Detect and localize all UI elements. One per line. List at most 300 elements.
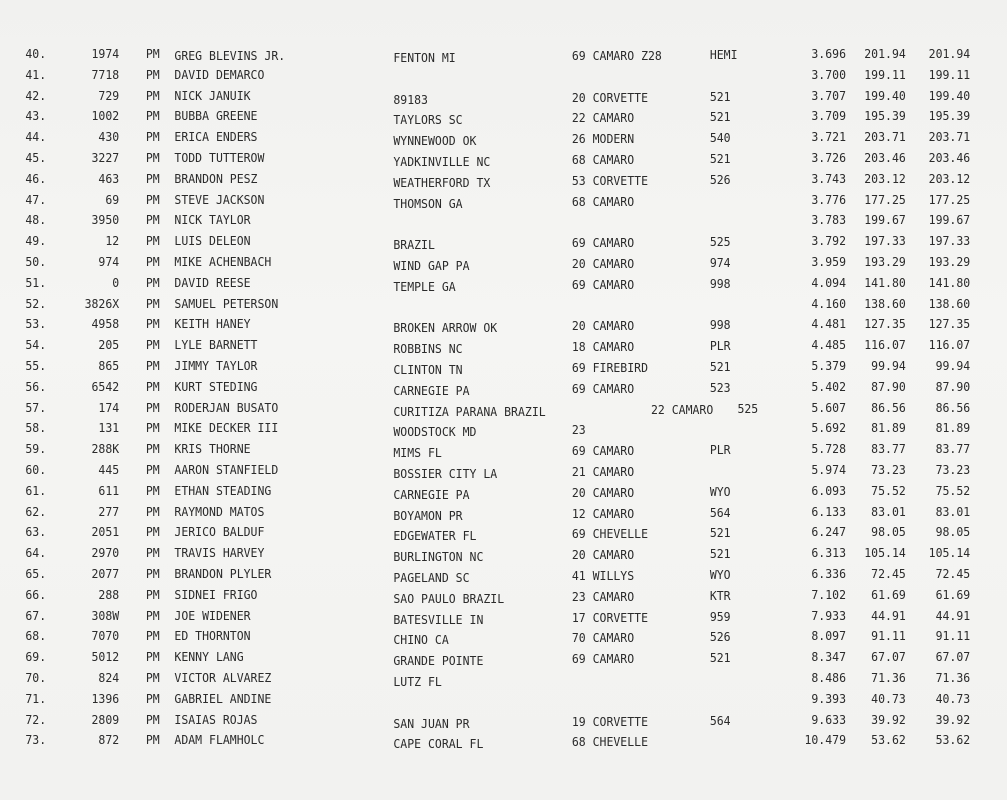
speed-repeat-cell: 87.90 xyxy=(935,378,971,394)
engine-cell: PLR xyxy=(709,338,731,354)
engine-cell: 521 xyxy=(709,109,731,125)
hometown-cell: WOODSTOCK MD xyxy=(393,424,477,440)
speed-repeat-cell: 201.94 xyxy=(928,46,971,61)
result-row xyxy=(18,65,971,86)
car-number-cell: 2051 xyxy=(91,524,120,540)
engine-cell: 540 xyxy=(709,130,731,146)
hometown-cell: TAYLORS SC xyxy=(393,112,463,128)
elapsed-time-cell: 3.726 xyxy=(811,149,846,165)
position-cell: 69. xyxy=(25,649,47,665)
class-cell: PM xyxy=(145,149,160,165)
driver-name-cell: ISAIAS ROJAS xyxy=(174,711,258,727)
elapsed-time-cell: 5.607 xyxy=(811,399,846,415)
class-cell: PM xyxy=(145,399,160,415)
result-row xyxy=(18,439,971,461)
position-cell: 71. xyxy=(25,690,47,706)
speed-cell: 40.73 xyxy=(871,690,906,706)
speed-cell: 71.36 xyxy=(871,669,906,685)
elapsed-time-cell: 3.721 xyxy=(811,129,846,145)
result-row xyxy=(18,106,971,128)
elapsed-time-cell: 7.102 xyxy=(811,586,846,602)
result-row xyxy=(18,606,971,627)
elapsed-time-cell: 6.093 xyxy=(811,482,846,498)
position-cell: 68. xyxy=(25,628,47,644)
speed-cell: 193.29 xyxy=(864,253,906,269)
position-cell: 43. xyxy=(25,108,47,124)
driver-name-cell: BRANDON PLYLER xyxy=(174,565,272,581)
speed-cell: 75.52 xyxy=(871,482,906,498)
speed-cell: 73.23 xyxy=(871,461,906,477)
speed-repeat-cell: 138.60 xyxy=(928,295,971,311)
speed-repeat-cell: 83.77 xyxy=(935,441,971,457)
speed-repeat-cell: 199.11 xyxy=(928,66,971,82)
driver-name-cell: TODD TUTTEROW xyxy=(174,149,265,165)
elapsed-time-cell: 3.783 xyxy=(811,212,846,228)
class-cell: PM xyxy=(145,357,160,373)
car-number-cell: 174 xyxy=(98,399,120,415)
class-cell: PM xyxy=(145,565,160,581)
engine-cell: 998 xyxy=(709,275,731,291)
class-cell: PM xyxy=(145,191,160,207)
speed-repeat-cell: 203.12 xyxy=(928,170,971,186)
car-number-cell: 1396 xyxy=(91,690,120,706)
elapsed-time-cell: 6.336 xyxy=(811,565,846,581)
speed-repeat-cell: 199.40 xyxy=(928,87,971,103)
engine-cell: WYO xyxy=(709,483,731,499)
engine-cell: 521 xyxy=(709,150,731,166)
result-row xyxy=(18,169,971,190)
car-number-cell: 2809 xyxy=(91,711,120,727)
class-cell: PM xyxy=(145,482,160,498)
position-cell: 46. xyxy=(25,170,47,186)
hometown-cell: WIND GAP PA xyxy=(393,257,470,273)
engine-cell: 998 xyxy=(709,317,731,333)
driver-name-cell: ED THORNTON xyxy=(174,628,251,644)
speed-cell: 61.69 xyxy=(871,586,906,602)
engine-cell: HEMI xyxy=(709,47,738,62)
vehicle-cell: 68 CHEVELLE xyxy=(571,734,649,750)
speed-cell: 177.25 xyxy=(864,191,906,207)
elapsed-time-cell: 6.247 xyxy=(811,524,846,540)
engine-cell: 564 xyxy=(709,712,731,728)
hometown-cell: WEATHERFORD TX xyxy=(393,174,491,190)
result-row xyxy=(18,668,971,689)
class-cell: PM xyxy=(145,337,160,353)
class-cell: PM xyxy=(145,253,160,269)
position-cell: 41. xyxy=(25,66,47,82)
results-table xyxy=(18,44,998,751)
result-row xyxy=(18,190,971,211)
hometown-cell: 89183 xyxy=(393,91,428,107)
car-number-cell: 445 xyxy=(98,461,120,477)
position-cell: 62. xyxy=(25,503,47,519)
elapsed-time-cell: 3.792 xyxy=(811,233,846,249)
driver-name-cell: SAMUEL PETERSON xyxy=(174,295,279,311)
speed-cell: 203.71 xyxy=(864,129,906,145)
position-cell: 70. xyxy=(25,669,47,685)
engine-cell: 526 xyxy=(709,171,731,187)
driver-name-cell: LUIS DELEON xyxy=(174,233,251,249)
class-cell: PM xyxy=(145,212,160,228)
speed-cell: 197.33 xyxy=(864,233,906,249)
class-cell: PM xyxy=(145,378,160,394)
car-number-cell: 0 xyxy=(112,274,120,290)
position-cell: 56. xyxy=(25,378,47,394)
position-cell: 61. xyxy=(25,482,47,498)
engine-cell: 521 xyxy=(709,546,731,562)
elapsed-time-cell: 8.486 xyxy=(811,669,846,685)
car-number-cell: 6542 xyxy=(91,378,120,394)
position-cell: 67. xyxy=(25,607,47,623)
class-cell: PM xyxy=(145,669,160,685)
car-number-cell: 308W xyxy=(91,607,120,623)
car-number-cell: 2970 xyxy=(91,545,120,561)
car-number-cell: 729 xyxy=(98,87,120,103)
speed-repeat-cell: 81.89 xyxy=(935,420,971,436)
result-row xyxy=(18,564,971,585)
hometown-cell: EDGEWATER FL xyxy=(393,528,477,544)
result-row xyxy=(18,460,971,481)
hometown-cell: MIMS FL xyxy=(393,445,442,461)
elapsed-time-cell: 10.479 xyxy=(804,732,846,748)
car-number-cell: 824 xyxy=(98,669,120,685)
engine-cell: 959 xyxy=(709,608,731,624)
vehicle-cell: 68 CAMARO xyxy=(571,193,635,209)
driver-name-cell: MIKE DECKER III xyxy=(174,420,279,436)
vehicle-cell: 20 CAMARO xyxy=(571,547,635,563)
hometown-cell: BURLINGTON NC xyxy=(393,549,484,565)
speed-repeat-cell: 195.39 xyxy=(928,108,971,124)
vehicle-cell: 19 CORVETTE xyxy=(571,713,649,729)
hometown-cell: TEMPLE GA xyxy=(393,278,456,294)
result-row xyxy=(18,314,971,336)
result-row xyxy=(18,273,971,294)
speed-cell: 86.56 xyxy=(871,399,906,415)
engine-cell: 521 xyxy=(709,650,731,666)
position-cell: 47. xyxy=(25,191,47,207)
engine-cell: 974 xyxy=(709,254,731,270)
class-cell: PM xyxy=(145,295,160,311)
class-cell: PM xyxy=(145,66,160,82)
class-cell: PM xyxy=(145,233,160,249)
elapsed-time-cell: 6.133 xyxy=(811,503,846,519)
car-number-cell: 131 xyxy=(98,420,120,436)
driver-name-cell: DAVID DEMARCO xyxy=(174,66,265,82)
result-row xyxy=(18,398,971,419)
result-row xyxy=(18,44,971,65)
speed-repeat-cell: 98.05 xyxy=(935,524,971,540)
class-cell: PM xyxy=(145,649,160,665)
class-cell: PM xyxy=(145,628,160,644)
position-cell: 55. xyxy=(25,357,47,373)
engine-cell: WYO xyxy=(709,566,731,582)
hometown-cell: PAGELAND SC xyxy=(393,569,470,585)
speed-repeat-cell: 86.56 xyxy=(935,399,971,415)
elapsed-time-cell: 7.933 xyxy=(811,607,846,623)
class-cell: PM xyxy=(145,586,160,602)
result-row xyxy=(18,689,971,710)
hometown-cell: THOMSON GA xyxy=(393,195,463,211)
speed-repeat-cell: 199.67 xyxy=(928,212,971,228)
car-number-cell: 2077 xyxy=(91,565,120,581)
speed-cell: 83.77 xyxy=(871,441,906,457)
speed-repeat-cell: 67.07 xyxy=(935,649,971,665)
speed-repeat-cell: 203.71 xyxy=(928,129,971,145)
car-number-cell: 463 xyxy=(98,170,120,186)
car-number-cell: 1002 xyxy=(91,108,120,124)
elapsed-time-cell: 9.393 xyxy=(811,690,846,706)
speed-cell: 141.80 xyxy=(864,274,906,290)
result-row xyxy=(18,647,971,669)
driver-name-cell: LYLE BARNETT xyxy=(174,337,258,353)
position-cell: 45. xyxy=(25,149,47,165)
car-number-cell: 205 xyxy=(98,337,120,353)
vehicle-cell: 20 CORVETTE xyxy=(571,89,649,105)
hometown-cell: CURITIZA PARANA BRAZIL xyxy=(393,403,546,419)
vehicle-cell: 17 CORVETTE xyxy=(571,609,649,625)
vehicle-cell: 20 CAMARO xyxy=(571,255,635,271)
car-number-cell: 865 xyxy=(98,357,120,373)
driver-name-cell: KRIS THORNE xyxy=(174,441,251,457)
hometown-cell: CLINTON TN xyxy=(393,361,463,377)
driver-name-cell: JIMMY TAYLOR xyxy=(174,357,258,373)
position-cell: 64. xyxy=(25,545,47,561)
hometown-cell: CHINO CA xyxy=(393,632,449,648)
class-cell: PM xyxy=(145,503,160,519)
speed-repeat-cell: 141.80 xyxy=(928,274,971,290)
vehicle-cell: 23 xyxy=(571,422,586,438)
vehicle-cell: 69 CAMARO Z28 xyxy=(571,48,662,63)
driver-name-cell: GREG BLEVINS JR. xyxy=(174,48,286,63)
driver-name-cell: JERICO BALDUF xyxy=(174,524,265,540)
result-row xyxy=(18,585,971,606)
elapsed-time-cell: 3.776 xyxy=(811,191,846,207)
speed-cell: 91.11 xyxy=(871,628,906,644)
speed-repeat-cell: 53.62 xyxy=(935,732,971,748)
elapsed-time-cell: 4.485 xyxy=(811,337,846,353)
result-row xyxy=(18,730,971,752)
vehicle-cell: 18 CAMARO xyxy=(571,339,635,355)
speed-repeat-cell: 99.94 xyxy=(935,357,971,373)
driver-name-cell: SIDNEI FRIGO xyxy=(174,586,258,602)
position-cell: 72. xyxy=(25,711,47,727)
class-cell: PM xyxy=(145,461,160,477)
speed-repeat-cell: 116.07 xyxy=(928,337,971,353)
hometown-cell: CAPE CORAL FL xyxy=(393,736,484,752)
speed-repeat-cell: 71.36 xyxy=(935,669,971,685)
vehicle-cell: 12 CAMARO xyxy=(571,505,635,521)
speed-cell: 138.60 xyxy=(864,295,906,311)
result-row xyxy=(18,543,971,565)
speed-repeat-cell: 127.35 xyxy=(928,316,971,332)
car-number-cell: 5012 xyxy=(91,649,120,665)
engine-cell: 521 xyxy=(709,358,731,374)
position-cell: 53. xyxy=(25,316,47,332)
engine-cell: 526 xyxy=(709,629,731,645)
vehicle-cell: 69 FIREBIRD xyxy=(571,359,649,375)
driver-name-cell: BUBBA GREENE xyxy=(174,108,258,124)
class-cell: PM xyxy=(145,545,160,561)
engine-cell: PLR xyxy=(709,442,731,458)
speed-repeat-cell: 72.45 xyxy=(935,565,971,581)
result-row xyxy=(18,356,971,377)
elapsed-time-cell: 6.313 xyxy=(811,545,846,561)
vehicle-cell: 20 CAMARO xyxy=(571,484,635,500)
vehicle-cell: 69 CAMARO xyxy=(571,276,635,292)
driver-name-cell: VICTOR ALVAREZ xyxy=(174,669,272,685)
result-row xyxy=(18,481,971,502)
position-cell: 40. xyxy=(25,46,47,61)
car-number-cell: 288K xyxy=(91,441,120,457)
engine-cell: 525 xyxy=(737,400,759,416)
car-number-cell: 7070 xyxy=(91,628,120,644)
elapsed-time-cell: 4.160 xyxy=(811,295,846,311)
car-number-cell: 4958 xyxy=(91,316,120,332)
hometown-cell: BATESVILLE IN xyxy=(393,611,484,627)
speed-cell: 53.62 xyxy=(871,732,906,748)
speed-cell: 199.11 xyxy=(864,66,906,82)
car-number-cell: 288 xyxy=(98,586,120,602)
speed-repeat-cell: 91.11 xyxy=(935,628,971,644)
elapsed-time-cell: 5.379 xyxy=(811,357,846,373)
position-cell: 57. xyxy=(25,399,47,415)
vehicle-cell: 69 CAMARO xyxy=(571,235,635,251)
engine-cell: KTR xyxy=(709,587,731,603)
result-row xyxy=(18,626,971,648)
car-number-cell: 3950 xyxy=(91,212,120,228)
speed-repeat-cell: 203.46 xyxy=(928,149,971,165)
driver-name-cell: MIKE ACHENBACH xyxy=(174,253,272,269)
driver-name-cell: KENNY LANG xyxy=(174,649,244,665)
elapsed-time-cell: 3.959 xyxy=(811,253,846,269)
driver-name-cell: AARON STANFIELD xyxy=(174,461,279,477)
result-row xyxy=(18,231,971,253)
class-cell: PM xyxy=(145,87,160,103)
class-cell: PM xyxy=(145,441,160,457)
position-cell: 59. xyxy=(25,441,47,457)
position-cell: 73. xyxy=(25,732,47,748)
class-cell: PM xyxy=(145,690,160,706)
result-row xyxy=(18,418,971,440)
speed-repeat-cell: 73.23 xyxy=(935,461,971,477)
elapsed-time-cell: 5.402 xyxy=(811,378,846,394)
engine-cell: 564 xyxy=(709,504,731,520)
vehicle-cell: 22 CAMARO xyxy=(650,401,714,417)
speed-repeat-cell: 75.52 xyxy=(935,482,971,498)
vehicle-cell: 41 WILLYS xyxy=(571,567,635,583)
hometown-cell: YADKINVILLE NC xyxy=(393,153,491,169)
driver-name-cell: BRANDON PESZ xyxy=(174,170,258,186)
hometown-cell: BROKEN ARROW OK xyxy=(393,320,498,336)
hometown-cell: WYNNEWOOD OK xyxy=(393,133,477,149)
driver-name-cell: ERICA ENDERS xyxy=(174,129,258,145)
speed-cell: 201.94 xyxy=(864,46,906,61)
position-cell: 54. xyxy=(25,337,47,353)
hometown-cell: ROBBINS NC xyxy=(393,341,463,357)
elapsed-time-cell: 3.707 xyxy=(811,87,846,103)
engine-cell: 521 xyxy=(709,88,731,104)
engine-cell: 525 xyxy=(709,234,731,250)
position-cell: 58. xyxy=(25,420,47,436)
result-row xyxy=(18,377,971,398)
position-cell: 60. xyxy=(25,461,47,477)
speed-cell: 195.39 xyxy=(864,108,906,124)
elapsed-time-cell: 3.743 xyxy=(811,170,846,186)
vehicle-cell: 26 MODERN xyxy=(571,131,635,147)
car-number-cell: 12 xyxy=(105,233,120,249)
result-row xyxy=(18,335,971,357)
driver-name-cell: ETHAN STEADING xyxy=(174,482,272,498)
driver-name-cell: KURT STEDING xyxy=(174,378,258,394)
speed-cell: 99.94 xyxy=(871,357,906,373)
result-row xyxy=(18,148,971,169)
speed-cell: 39.92 xyxy=(871,711,906,727)
engine-cell: 521 xyxy=(709,525,731,541)
hometown-cell: BRAZIL xyxy=(393,237,435,253)
elapsed-time-cell: 3.696 xyxy=(811,46,846,61)
class-cell: PM xyxy=(145,108,160,124)
speed-cell: 87.90 xyxy=(871,378,906,394)
elapsed-time-cell: 4.094 xyxy=(811,274,846,290)
result-row xyxy=(18,127,971,149)
car-number-cell: 3227 xyxy=(91,149,120,165)
elapsed-time-cell: 4.481 xyxy=(811,316,846,332)
elapsed-time-cell: 5.692 xyxy=(811,420,846,436)
speed-cell: 116.07 xyxy=(864,337,906,353)
elapsed-time-cell: 3.709 xyxy=(811,108,846,124)
class-cell: PM xyxy=(145,129,160,145)
position-cell: 51. xyxy=(25,274,47,290)
engine-cell: 523 xyxy=(709,379,731,395)
hometown-cell: CARNEGIE PA xyxy=(393,382,470,398)
speed-cell: 44.91 xyxy=(871,607,906,623)
hometown-cell: SAO PAULO BRAZIL xyxy=(393,590,505,606)
hometown-cell: SAN JUAN PR xyxy=(393,715,470,731)
speed-repeat-cell: 39.92 xyxy=(935,711,971,727)
position-cell: 52. xyxy=(25,295,47,311)
driver-name-cell: KEITH HANEY xyxy=(174,316,251,332)
vehicle-cell: 69 CHEVELLE xyxy=(571,526,649,542)
result-row xyxy=(18,252,971,273)
speed-cell: 72.45 xyxy=(871,565,906,581)
car-number-cell: 3826X xyxy=(84,295,120,311)
class-cell: PM xyxy=(145,316,160,332)
vehicle-cell: 21 CAMARO xyxy=(571,463,635,479)
position-cell: 44. xyxy=(25,129,47,145)
speed-cell: 98.05 xyxy=(871,524,906,540)
result-row xyxy=(18,502,971,523)
speed-repeat-cell: 40.73 xyxy=(935,690,971,706)
speed-cell: 199.40 xyxy=(864,87,906,103)
vehicle-cell: 69 CAMARO xyxy=(571,651,635,667)
driver-name-cell: STEVE JACKSON xyxy=(174,191,265,207)
driver-name-cell: JOE WIDENER xyxy=(174,607,251,623)
hometown-cell: FENTON MI xyxy=(393,50,456,65)
class-cell: PM xyxy=(145,607,160,623)
driver-name-cell: ADAM FLAMHOLC xyxy=(174,732,265,748)
position-cell: 48. xyxy=(25,212,47,228)
result-row xyxy=(18,710,971,731)
position-cell: 42. xyxy=(25,87,47,103)
vehicle-cell: 68 CAMARO xyxy=(571,151,635,167)
car-number-cell: 69 xyxy=(105,191,120,207)
hometown-cell: GRANDE POINTE xyxy=(393,653,484,669)
position-cell: 66. xyxy=(25,586,47,602)
car-number-cell: 277 xyxy=(98,503,120,519)
class-cell: PM xyxy=(145,732,160,748)
elapsed-time-cell: 3.700 xyxy=(811,66,846,82)
position-cell: 65. xyxy=(25,565,47,581)
